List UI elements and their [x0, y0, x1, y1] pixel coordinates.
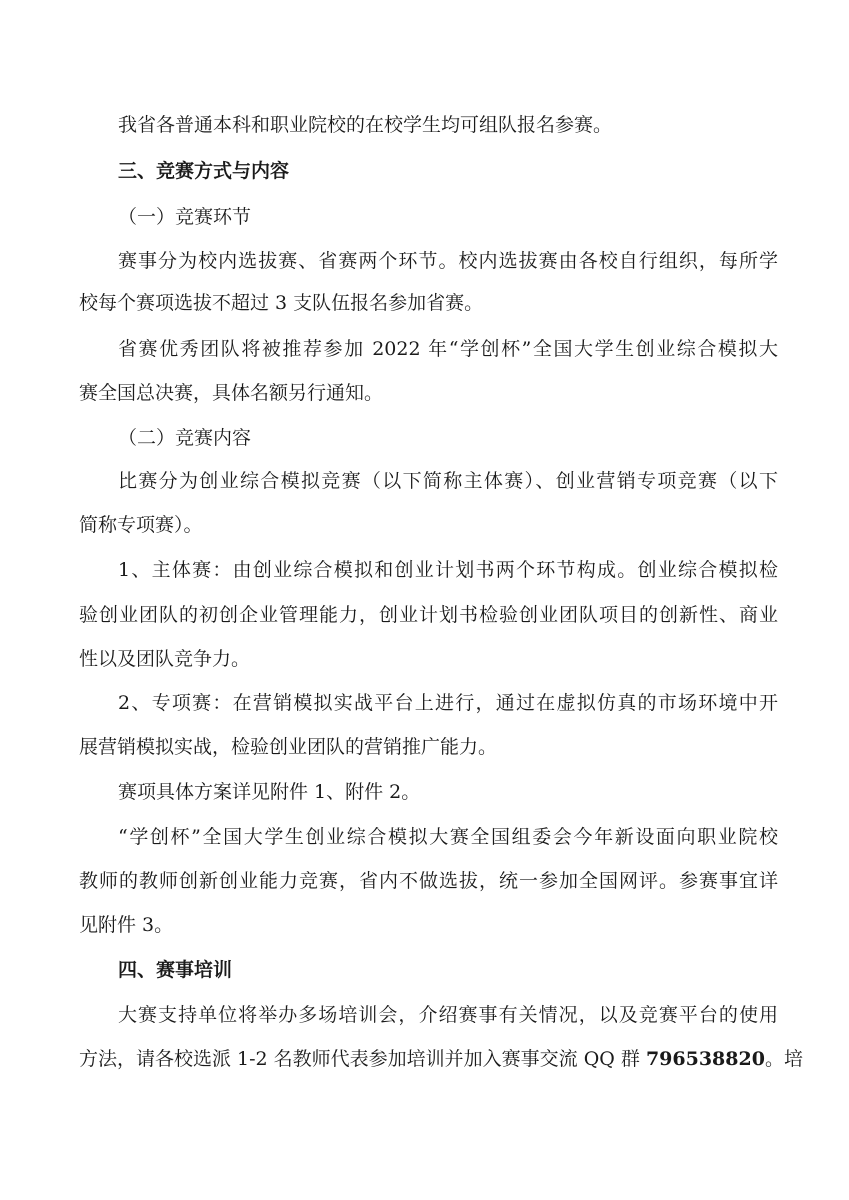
paragraph-content-line1: 比赛分为创业综合模拟竞赛（以下简称主体赛）、创业营销专项竞赛（以下	[118, 470, 778, 492]
qq-group-number: 796538820	[645, 1048, 765, 1070]
paragraph-national-line2: 赛全国总决赛，具体名额另行通知。	[79, 382, 384, 404]
paragraph-training-line1: 大赛支持单位将举办多场培训会，介绍赛事有关情况，以及竞赛平台的使用	[118, 1004, 778, 1026]
subsection-heading	[0, 425, 849, 451]
paragraph-main-line2: 验创业团队的初创企业管理能力，创业计划书检验创业团队项目的创新性、商业	[79, 604, 778, 626]
training-text: 方法，请各校选派 1-2 名教师代表参加培训并加入赛事交流 QQ 群	[79, 1048, 646, 1070]
text-line	[0, 248, 849, 274]
paragraph-stages-line2: 校每个赛项选拔不超过 3 支队伍报名参加省赛。	[79, 292, 484, 314]
text-line	[0, 1002, 849, 1028]
subheading-stages: （一）竞赛环节	[118, 206, 252, 228]
paragraph-content-line2: 简称专项赛）。	[79, 514, 203, 536]
paragraph-special-line2: 展营销模拟实战，检验创业团队的营销推广能力。	[79, 736, 498, 758]
text-line	[0, 779, 849, 805]
text-line	[0, 557, 849, 583]
text-line	[0, 1046, 849, 1072]
text-line	[0, 868, 849, 894]
text-line	[0, 602, 849, 628]
subheading-content: （二）竞赛内容	[118, 427, 252, 449]
paragraph-training-line2	[79, 1046, 803, 1072]
text-line	[0, 512, 849, 538]
text-line	[0, 336, 849, 362]
subsection-heading	[0, 204, 849, 230]
text-line	[0, 646, 849, 672]
paragraph-main-line1: 1、主体赛：由创业综合模拟和创业计划书两个环节构成。创业综合模拟检	[118, 559, 778, 581]
paragraph-teacher-line3: 见附件 3。	[79, 914, 174, 936]
text-line	[0, 912, 849, 938]
section-heading	[0, 158, 849, 184]
text-line	[0, 690, 849, 716]
paragraph-attachments: 赛项具体方案详见附件 1、附件 2。	[118, 781, 421, 803]
text-line	[0, 734, 849, 760]
paragraph-eligibility: 我省各普通本科和职业院校的在校学生均可组队报名参赛。	[118, 114, 613, 136]
heading-competition-format: 三、竞赛方式与内容	[118, 160, 290, 182]
text-line	[0, 290, 849, 316]
paragraph-teacher-line2: 教师的教师创新创业能力竞赛，省内不做选拔，统一参加全国网评。参赛事宜详	[79, 870, 778, 892]
section-heading	[0, 957, 849, 983]
paragraph-teacher-line1: “学创杯”全国大学生创业综合模拟大赛全国组委会今年新设面向职业院校	[118, 826, 778, 848]
training-text-end: 。培	[764, 1048, 803, 1070]
heading-training: 四、赛事培训	[118, 959, 233, 981]
text-line	[0, 468, 849, 494]
text-line	[0, 380, 849, 406]
paragraph-main-line3: 性以及团队竞争力。	[79, 648, 251, 670]
paragraph-national-line1: 省赛优秀团队将被推荐参加 2022 年“学创杯”全国大学生创业综合模拟大	[118, 338, 778, 360]
paragraph-stages-line1: 赛事分为校内选拔赛、省赛两个环节。校内选拔赛由各校自行组织，每所学	[118, 250, 778, 272]
text-line	[0, 824, 849, 850]
paragraph-special-line1: 2、专项赛：在营销模拟实战平台上进行，通过在虚拟仿真的市场环境中开	[118, 692, 778, 714]
text-line	[0, 112, 849, 138]
